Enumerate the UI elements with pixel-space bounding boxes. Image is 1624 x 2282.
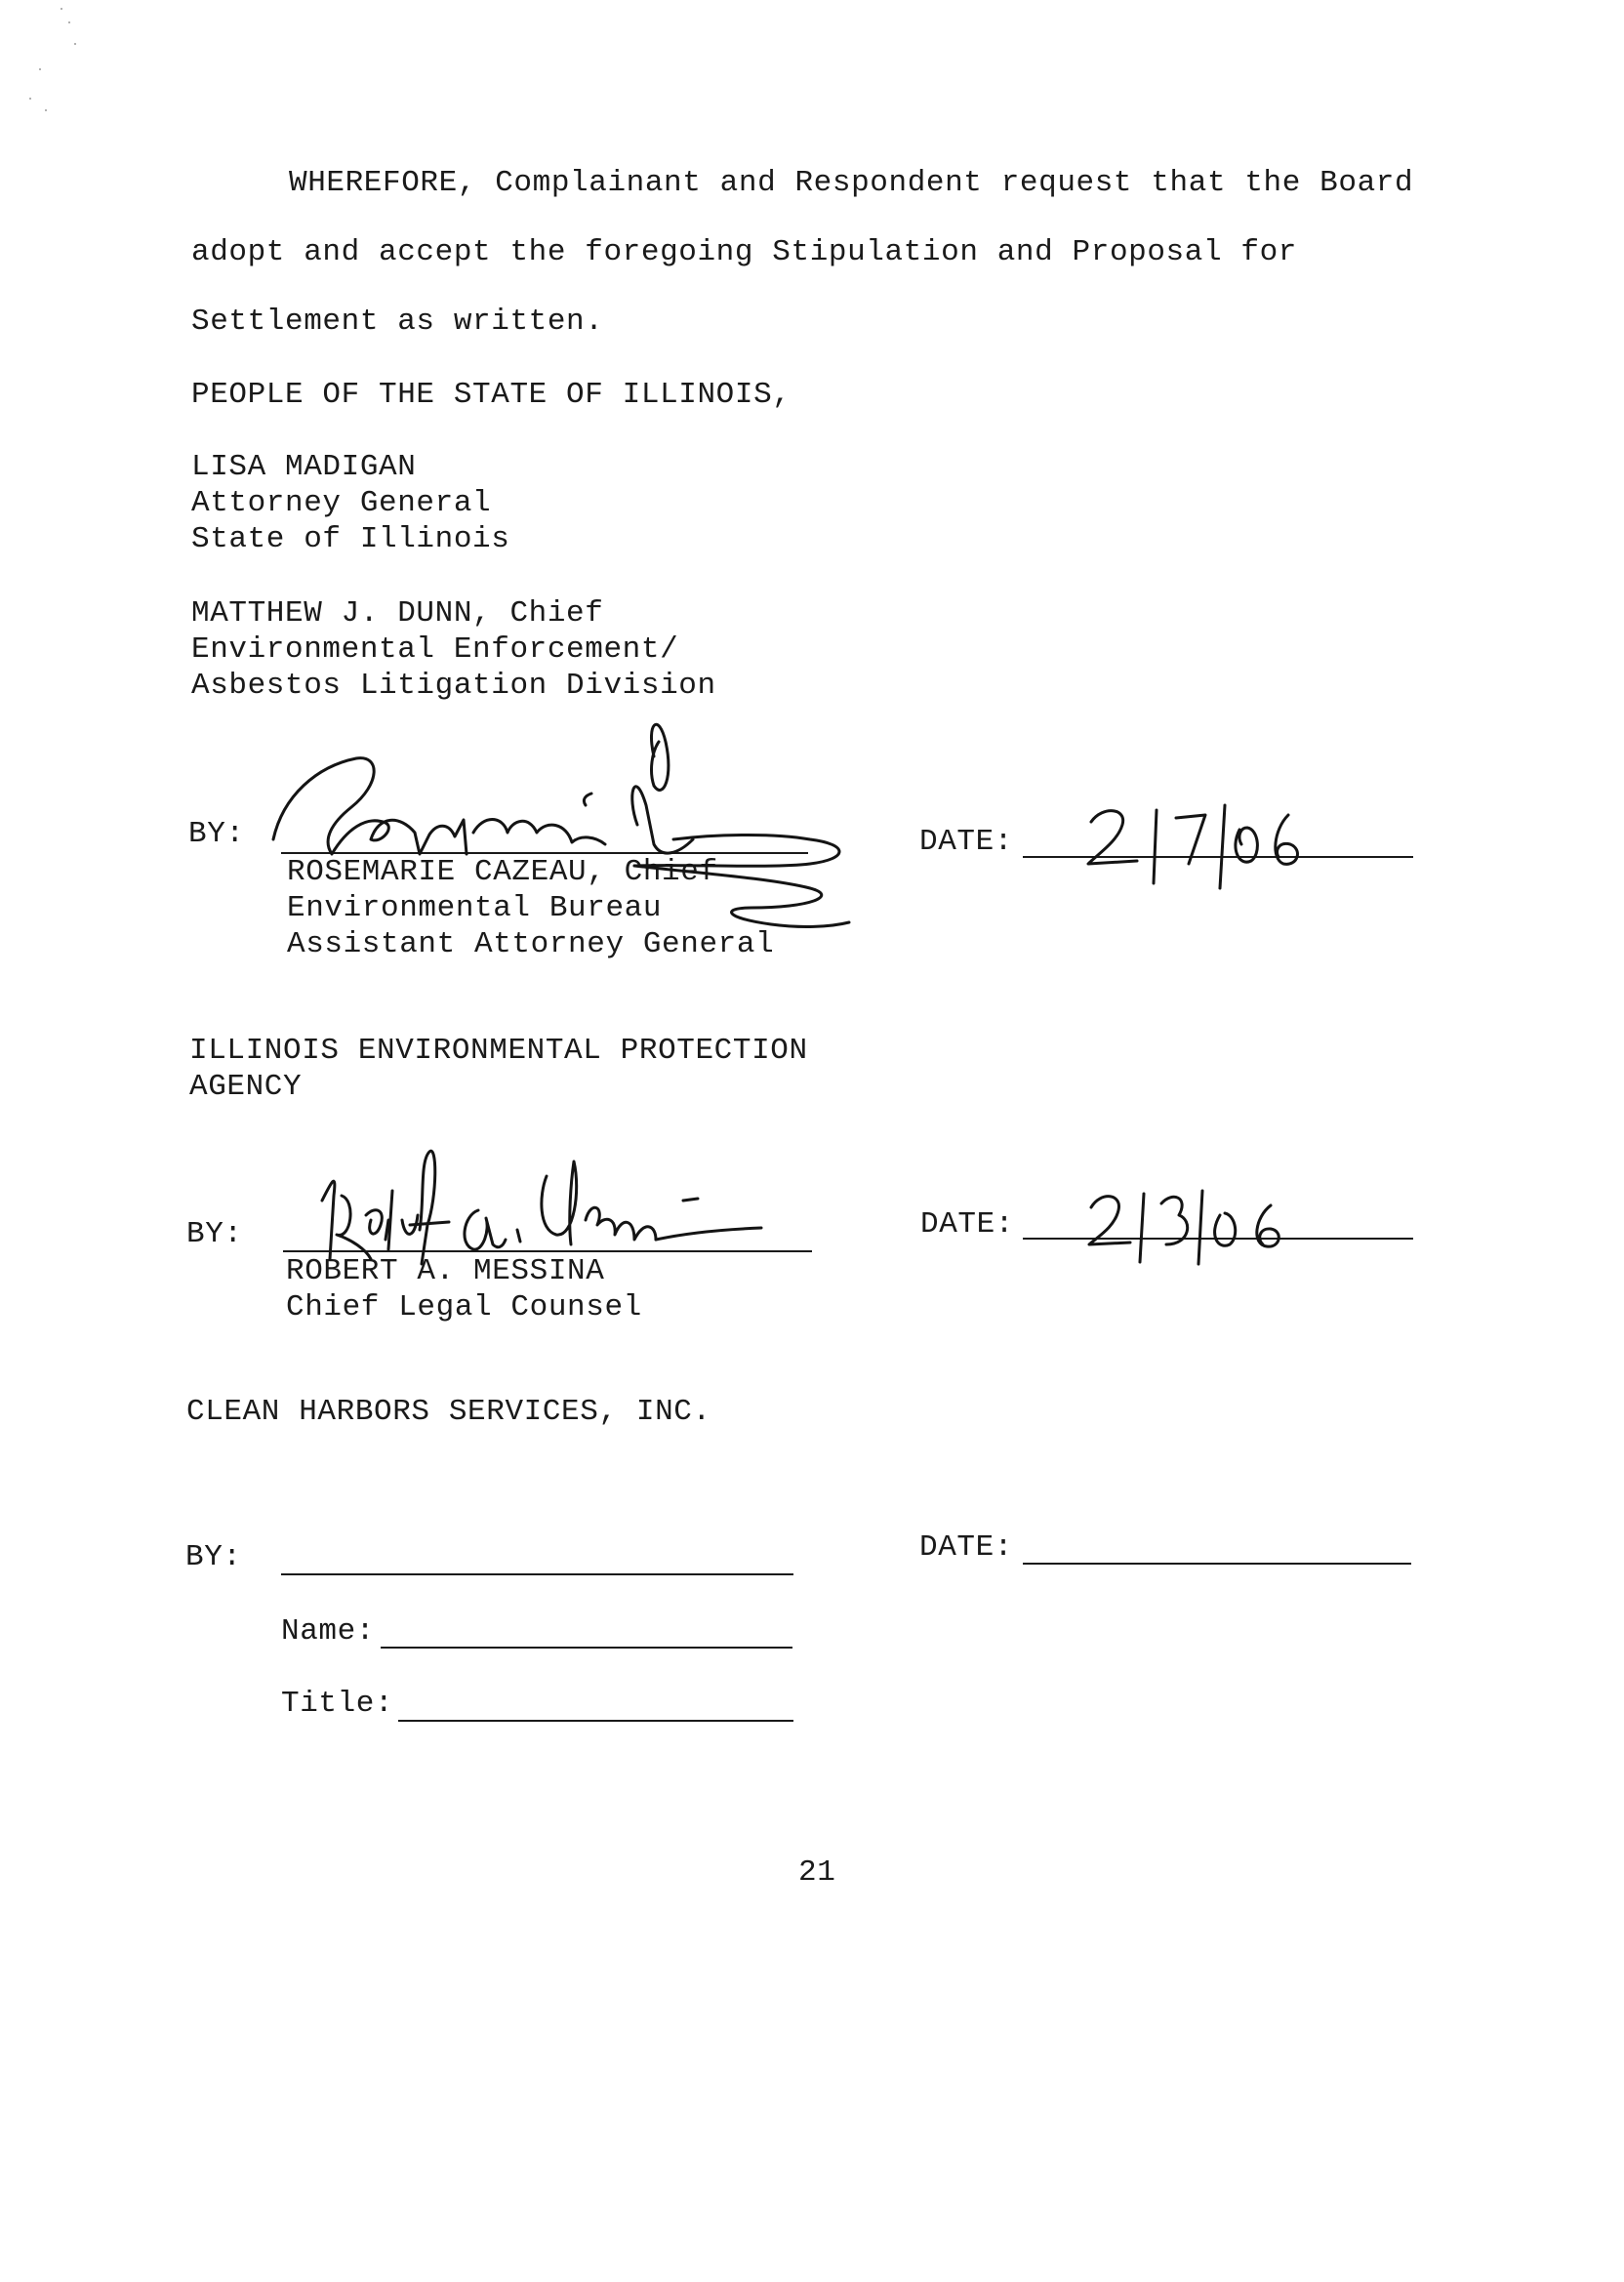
agency-heading-line-1: ILLINOIS ENVIRONMENTAL PROTECTION — [189, 1034, 808, 1068]
division-line-2: Asbestos Litigation Division — [191, 669, 716, 703]
title-line — [398, 1720, 793, 1722]
by-label: BY: — [188, 817, 245, 851]
company-heading: CLEAN HARBORS SERVICES, INC. — [186, 1395, 711, 1429]
paragraph-line-2: adopt and accept the foregoing Stipulation and Proposal for — [191, 235, 1297, 269]
signer-title-line-3: Assistant Attorney General — [287, 927, 775, 961]
by-label: BY: — [186, 1217, 243, 1251]
signature-messina — [312, 1103, 781, 1288]
agency-heading-line-2: AGENCY — [189, 1070, 303, 1104]
date-line — [1023, 1563, 1411, 1565]
scan-speck — [45, 109, 47, 111]
date-handwriting-2 — [1083, 1186, 1308, 1264]
signature-line — [281, 1573, 793, 1575]
attorney-general-title: Attorney General — [191, 486, 492, 520]
paragraph-line-1: WHEREFORE, Complainant and Respondent request that the Board — [289, 166, 1414, 200]
scan-speck — [68, 21, 70, 23]
signer-title-line-2: Environmental Bureau — [287, 891, 663, 925]
attorney-general-state: State of Illinois — [191, 522, 510, 556]
signer-name: ROSEMARIE CAZEAU, Chief — [287, 855, 718, 889]
date-label: DATE: — [919, 1530, 1014, 1565]
by-label: BY: — [185, 1540, 242, 1574]
date-handwriting-1 — [1083, 800, 1327, 888]
name-line — [381, 1647, 792, 1649]
people-heading: PEOPLE OF THE STATE OF ILLINOIS, — [191, 378, 792, 412]
paragraph-line-3: Settlement as written. — [191, 305, 604, 339]
scan-speck — [39, 68, 41, 70]
name-label: Name: — [281, 1614, 376, 1649]
division-line-1: Environmental Enforcement/ — [191, 632, 679, 667]
attorney-general-name: LISA MADIGAN — [191, 450, 417, 484]
scan-speck — [61, 8, 62, 10]
signature-cazeau — [264, 717, 869, 942]
title-label: Title: — [281, 1687, 394, 1721]
date-label: DATE: — [920, 1207, 1015, 1242]
date-label: DATE: — [919, 825, 1014, 859]
division-chief-name: MATTHEW J. DUNN, Chief — [191, 596, 604, 631]
scan-speck — [74, 43, 76, 45]
page-number: 21 — [798, 1855, 836, 1890]
signer-title: Chief Legal Counsel — [286, 1290, 642, 1324]
scan-speck — [29, 98, 31, 100]
signer-name: ROBERT A. MESSINA — [286, 1254, 605, 1288]
